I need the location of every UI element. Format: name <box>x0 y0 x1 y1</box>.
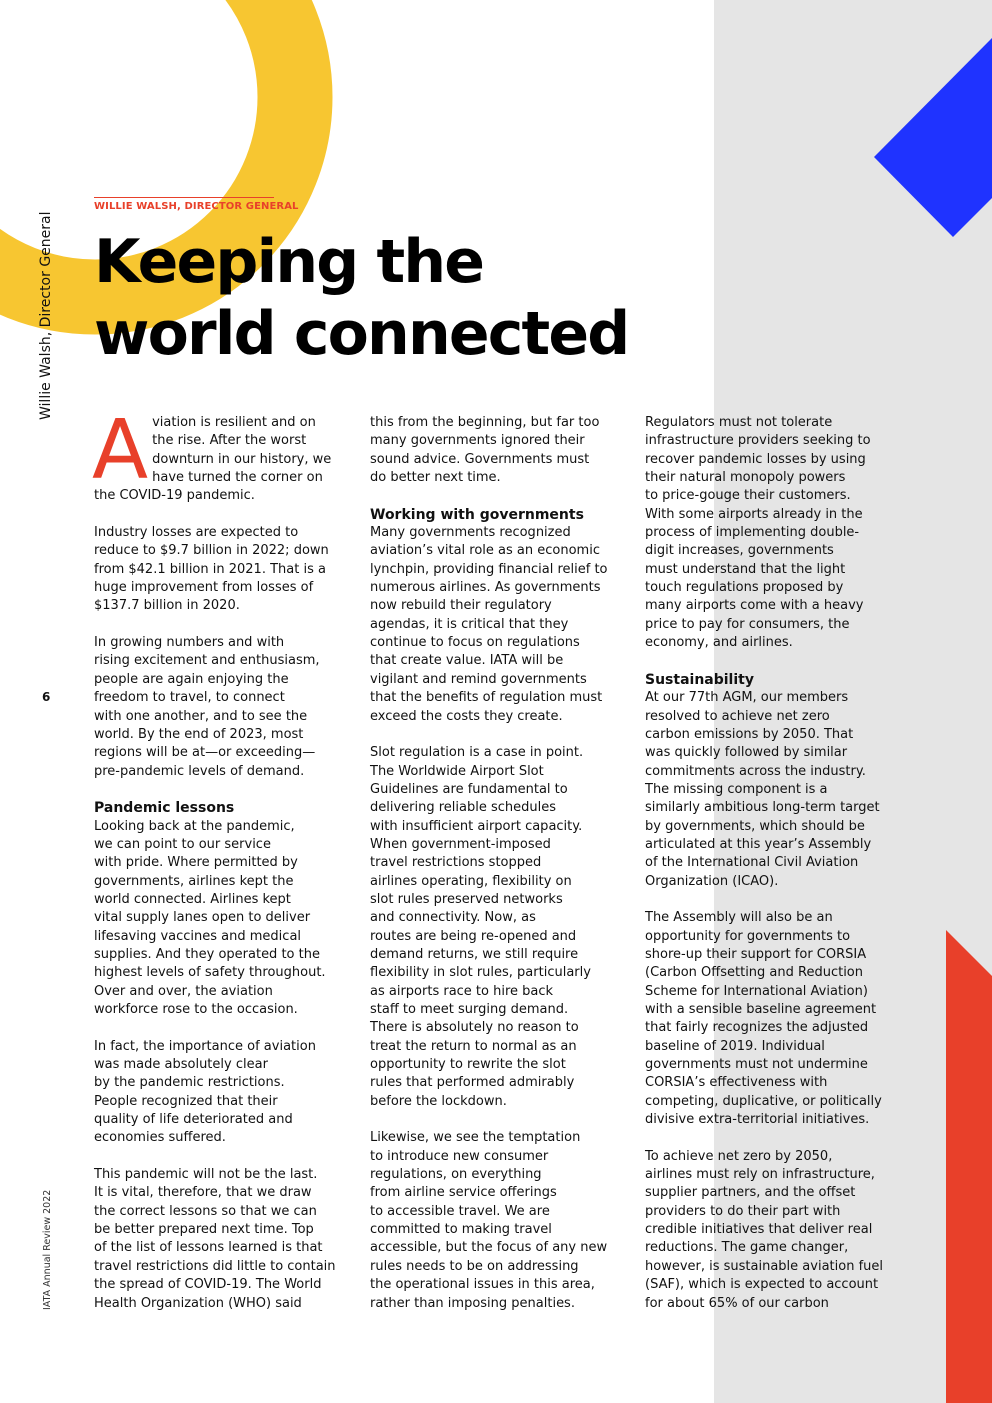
paragraph: In growing numbers and with rising excitement and enthusiasm, people are again enjoying the freedom to travel, to connect with one another, and to see the world. By the end of 2023, most regions will be at—or exceeding— pre-pandemic levels of demand. <box>94 635 320 779</box>
paragraph: The Assembly will also be an opportunity for governments to shore-up their support for CORSIA (Carbon Offsetting and Reduction Scheme for International Aviation) with a sensible baseline agreement that fairly recognizes the adjusted baseline of 2019. Individual governments must not undermine CORSIA’s effectiveness with competing, duplicative, or politically divisive extra-territorial initiatives. <box>645 910 882 1128</box>
page-number: 6 <box>42 690 51 704</box>
column-1 <box>92 403 350 1331</box>
paragraph: Likewise, we see the temptation to introduce new consumer regulations, on everything from airline service offerings to accessible travel. We are committed to making travel accessible, but the focus of any new rules needs to be on addressing the operational issues in this area, rather than imposing penalties. <box>370 1130 608 1311</box>
page-title <box>94 226 628 370</box>
red-corner-shape <box>946 930 992 1403</box>
eyebrow-rule <box>94 197 274 198</box>
paragraph: At our 77th AGM, our members resolved to achieve net zero carbon emissions by 2050. That was quickly followed by similar commitments across the industry. The missing component is a similarly ambitious long-term target by governments, which should be articulated at this year’s Assembly of the International Civil Aviation Organization (ICAO). <box>645 690 880 889</box>
paragraph: To achieve net zero by 2050, airlines must rely on infrastructure, supplier partners, and the offset providers to do their part with credible initiatives that deliver real reductions. The game changer, however, is sustainable aviation fuel (SAF), which is expected to account for about 65% of our carbon <box>645 1148 883 1311</box>
paragraph: this from the beginning, but far too many governments ignored their sound advice. Governments must do better next time. <box>370 415 600 486</box>
drop-cap: A <box>92 403 149 498</box>
column-3 <box>645 414 901 1331</box>
section-heading-pandemic-lessons: Pandemic lessons <box>94 800 235 817</box>
paragraph: Regulators must not tolerate infrastructure providers seeking to recover pandemic losses by using their natural monopoly powers to price-gouge their customers. With some airports already in the process of implementing double- digit increases, governments must understand that the light touch regulations proposed by many airports come with a heavy price to pay for consumers, the economy, and airlines. <box>645 415 871 651</box>
intro-paragraph <box>92 403 350 506</box>
title-line-1: Keeping the <box>94 227 484 297</box>
title-line-2: world connected <box>94 299 629 369</box>
paragraph: Looking back at the pandemic, we can point to our service with pride. Where permitted by governments, airlines kept the world connected. Airlines kept vital supply lanes open to deliver lifesaving vaccines and medical supplies. And they operated to the highest levels of safety throughout. Over and over, the aviation workforce rose to the occasion. <box>94 818 326 1017</box>
paragraph: Slot regulation is a case in point. The Worldwide Airport Slot Guidelines are fundamental to delivering reliable schedules with insufficient airport capacity. When government-imposed travel restrictions stopped airlines operating, flexibility on slot rules preserved networks and connectivity. Now, as routes are being re-opened and demand returns, we still require flexibility in slot rules, particularly as airports race to hire back staff to meet surging demand. There is absolutely no reason to treat the return to normal as an opportunity to rewrite the slot rules that performed admirably before the lockdown. <box>370 745 591 1109</box>
author-eyebrow: WILLIE WALSH, DIRECTOR GENERAL <box>94 201 299 212</box>
blue-diamond-shape <box>874 38 992 237</box>
section-heading-sustainability: Sustainability <box>645 671 754 688</box>
paragraph: Industry losses are expected to reduce to $9.7 billion in 2022; down from $42.1 billion in 2021. That is a huge improvement from losses of $137.7 billion in 2020. <box>94 525 329 614</box>
paragraph: In fact, the importance of aviation was made absolutely clear by the pandemic restrictions. People recognized that their quality of life deteriorated and economies suffered. <box>94 1038 316 1146</box>
vertical-author-label: Willie Walsh, Director General <box>38 211 54 420</box>
intro-text: viation is resilient and on the rise. After the worst downturn in our history, we have turned the corner on the COVID-19 pandemic. <box>94 415 332 504</box>
paragraph: This pandemic will not be the last. It is vital, therefore, that we draw the correct lessons so that we can be better prepared next time. Top of the list of lessons learned is that travel restrictions did little to contain the spread of COVID-19. The World Health Organization (WHO) said <box>94 1167 336 1311</box>
vertical-publication-label: IATA Annual Review 2022 <box>42 1189 53 1310</box>
section-heading-working-with-governments: Working with governments <box>370 506 584 523</box>
paragraph: Many governments recognized aviation’s vital role as an economic lynchpin, providing financial relief to numerous airlines. As governments now rebuild their regulatory agendas, it is critical that they continue to focus on regulations that create value. IATA will be vigilant and remind governments that the benefits of regulation must exceed the costs they create. <box>370 525 608 724</box>
column-2 <box>370 414 626 1331</box>
